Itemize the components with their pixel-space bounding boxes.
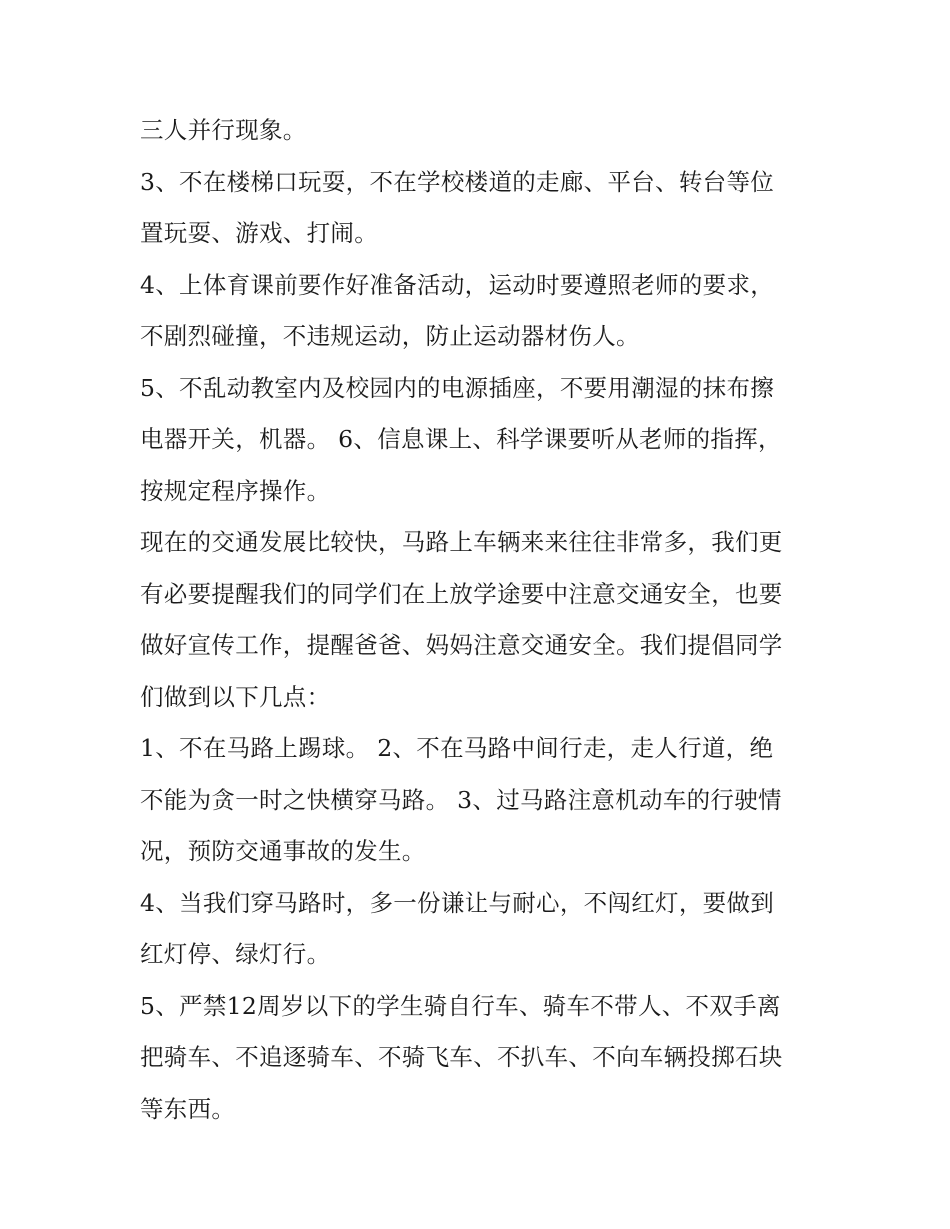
document-body bbox=[140, 105, 830, 1135]
text-line: 不剧烈碰撞，不违规运动，防止运动器材伤人。 bbox=[140, 322, 640, 350]
text-line: 置玩耍、游戏、打闹。 bbox=[140, 219, 378, 247]
text-line: 4、上体育课前要作好准备活动，运动时要遵照老师的要求， bbox=[140, 270, 775, 299]
text-line: 不能为贪一时之快横穿马路。 3、过马路注意机动车的行驶情 bbox=[140, 785, 782, 814]
text-line: 等东西。 bbox=[140, 1094, 236, 1123]
text-line: 5、严禁12周岁以下的学生骑自行车、骑车不带人、不双手离 bbox=[140, 991, 781, 1020]
text-line: 有必要提醒我们的同学们在上放学途要中注意交通安全，也要 bbox=[140, 579, 783, 608]
text-line: 做好宣传工作，提醒爸爸、妈妈注意交通安全。我们提倡同学 bbox=[140, 631, 783, 659]
text-line: 3、不在楼梯口玩耍，不在学校楼道的走廊、平台、转台等位 bbox=[140, 167, 775, 196]
text-line: 5、不乱动教室内及校园内的电源插座，不要用潮湿的抹布擦 bbox=[140, 373, 775, 402]
text-line: 1、不在马路上踢球。 2、不在马路中间行走，走人行道，绝 bbox=[140, 734, 774, 762]
text-line: 电器开关，机器。 6、信息课上、科学课要听从老师的指挥， bbox=[140, 425, 782, 453]
text-line: 按规定程序操作。 bbox=[140, 476, 331, 505]
text-line: 现在的交通发展比较快，马路上车辆来来往往非常多，我们更 bbox=[140, 528, 783, 556]
text-line: 三人并行现象。 bbox=[140, 116, 307, 144]
text-line: 把骑车、不追逐骑车、不骑飞车、不扒车、不向车辆投掷石块 bbox=[140, 1043, 783, 1071]
text-line: 况，预防交通事故的发生。 bbox=[140, 837, 426, 865]
text-line: 4、当我们穿马路时，多一份谦让与耐心，不闯红灯，要做到 bbox=[140, 888, 775, 917]
text-line: 红灯停、绿灯行。 bbox=[140, 940, 331, 968]
text-line: 们做到以下几点： bbox=[140, 682, 331, 711]
